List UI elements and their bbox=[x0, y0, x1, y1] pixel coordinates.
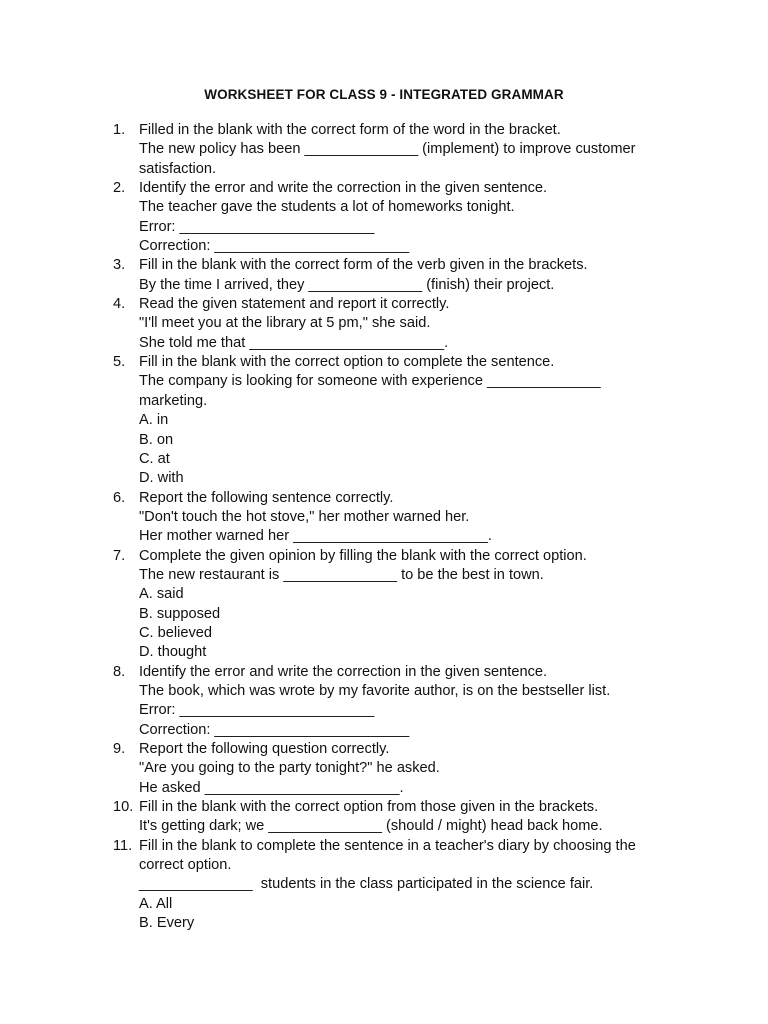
question-line: Fill in the blank with the correct option to complete the sentence. bbox=[139, 354, 555, 371]
question-line: C. at bbox=[139, 450, 170, 467]
question-number: 10. bbox=[113, 799, 134, 816]
question-line: satisfaction. bbox=[139, 160, 217, 177]
worksheet-title: WORKSHEET FOR CLASS 9 - INTEGRATED GRAMMAR bbox=[204, 87, 564, 102]
question-number: 5. bbox=[113, 354, 126, 371]
question-body bbox=[139, 256, 684, 295]
question-number: 9. bbox=[113, 741, 126, 757]
question-item bbox=[0, 547, 768, 663]
question-line: Read the given statement and report it correctly. bbox=[139, 296, 450, 313]
question-line: A. All bbox=[139, 895, 173, 912]
question-item bbox=[0, 179, 768, 256]
question-body bbox=[139, 121, 684, 179]
question-line: B. on bbox=[139, 431, 174, 448]
question-line: Fill in the blank to complete the sentence in a teacher's diary by choosing the bbox=[139, 837, 636, 854]
question-line: The book, which was wrote by my favorite author, is on the bestseller list. bbox=[139, 682, 611, 699]
question-line: "Don't touch the hot stove," her mother warned her. bbox=[139, 508, 470, 525]
question-body bbox=[139, 295, 684, 353]
question-number: 1. bbox=[113, 122, 126, 138]
question-line: Correction: ________________________ bbox=[139, 238, 410, 255]
question-number: 6. bbox=[113, 489, 126, 506]
question-line: By the time I arrived, they ______________ (finish) their project. bbox=[139, 276, 555, 293]
question-line: Complete the given opinion by filling the blank with the correct option. bbox=[139, 547, 587, 564]
question-line: Fill in the blank with the correct form of the verb given in the brackets. bbox=[139, 257, 588, 274]
question-item bbox=[0, 489, 768, 547]
question-line: marketing. bbox=[139, 392, 208, 409]
question-line: B. Every bbox=[139, 915, 195, 932]
question-line: "I'll meet you at the library at 5 pm," she said. bbox=[139, 315, 431, 332]
question-line: The company is looking for someone with experience ______________ bbox=[139, 373, 601, 390]
question-line: Identify the error and write the correction in the given sentence. bbox=[139, 180, 548, 197]
question-number: 11. bbox=[113, 837, 133, 854]
question-line: Error: ________________________ bbox=[139, 218, 375, 235]
question-line: C. believed bbox=[139, 624, 213, 641]
question-body bbox=[139, 547, 684, 663]
question-line: Her mother warned her ________________________. bbox=[139, 528, 492, 545]
question-item bbox=[0, 740, 768, 798]
question-line: A. said bbox=[139, 586, 184, 603]
question-item bbox=[0, 295, 768, 353]
question-number: 3. bbox=[113, 257, 126, 274]
question-line: Filled in the blank with the correct form of the word in the bracket. bbox=[139, 122, 561, 138]
question-list bbox=[0, 121, 768, 933]
question-line: Error: ________________________ bbox=[139, 702, 375, 719]
question-line: ______________ students in the class participated in the science fair. bbox=[139, 876, 594, 893]
question-body bbox=[139, 663, 684, 740]
question-line: Fill in the blank with the correct option from those given in the brackets. bbox=[139, 799, 599, 816]
question-line: A. in bbox=[139, 412, 169, 429]
question-line: The new policy has been ______________ (implement) to improve customer bbox=[139, 141, 636, 158]
question-item bbox=[0, 121, 768, 179]
question-line: Identify the error and write the correction in the given sentence. bbox=[139, 663, 548, 680]
question-line: D. thought bbox=[139, 644, 207, 661]
question-body bbox=[139, 798, 684, 837]
question-line: correct option. bbox=[139, 857, 232, 874]
question-body bbox=[139, 489, 684, 547]
question-line: D. with bbox=[139, 470, 184, 487]
question-line: Report the following sentence correctly. bbox=[139, 489, 394, 506]
question-line: It's getting dark; we ______________ (should / might) head back home. bbox=[139, 818, 603, 835]
question-number: 2. bbox=[113, 180, 126, 197]
question-line: The teacher gave the students a lot of homeworks tonight. bbox=[139, 199, 515, 216]
question-item bbox=[0, 353, 768, 488]
question-line: The new restaurant is ______________ to be the best in town. bbox=[139, 566, 544, 583]
question-item bbox=[0, 256, 768, 295]
question-item bbox=[0, 663, 768, 740]
question-line: She told me that ________________________. bbox=[139, 334, 449, 351]
question-line: Report the following question correctly. bbox=[139, 741, 390, 757]
question-number: 7. bbox=[113, 547, 126, 564]
question-line: He asked ________________________. bbox=[139, 779, 404, 796]
question-item bbox=[0, 798, 768, 837]
question-number: 8. bbox=[113, 663, 126, 680]
question-line: "Are you going to the party tonight?" he asked. bbox=[139, 760, 440, 777]
question-body bbox=[139, 179, 684, 256]
question-number: 4. bbox=[113, 296, 126, 313]
question-body bbox=[139, 353, 684, 488]
question-line: Correction: ________________________ bbox=[139, 721, 410, 738]
question-body bbox=[139, 837, 684, 934]
question-body bbox=[139, 740, 684, 798]
question-line: B. supposed bbox=[139, 605, 221, 622]
question-item bbox=[0, 837, 768, 934]
